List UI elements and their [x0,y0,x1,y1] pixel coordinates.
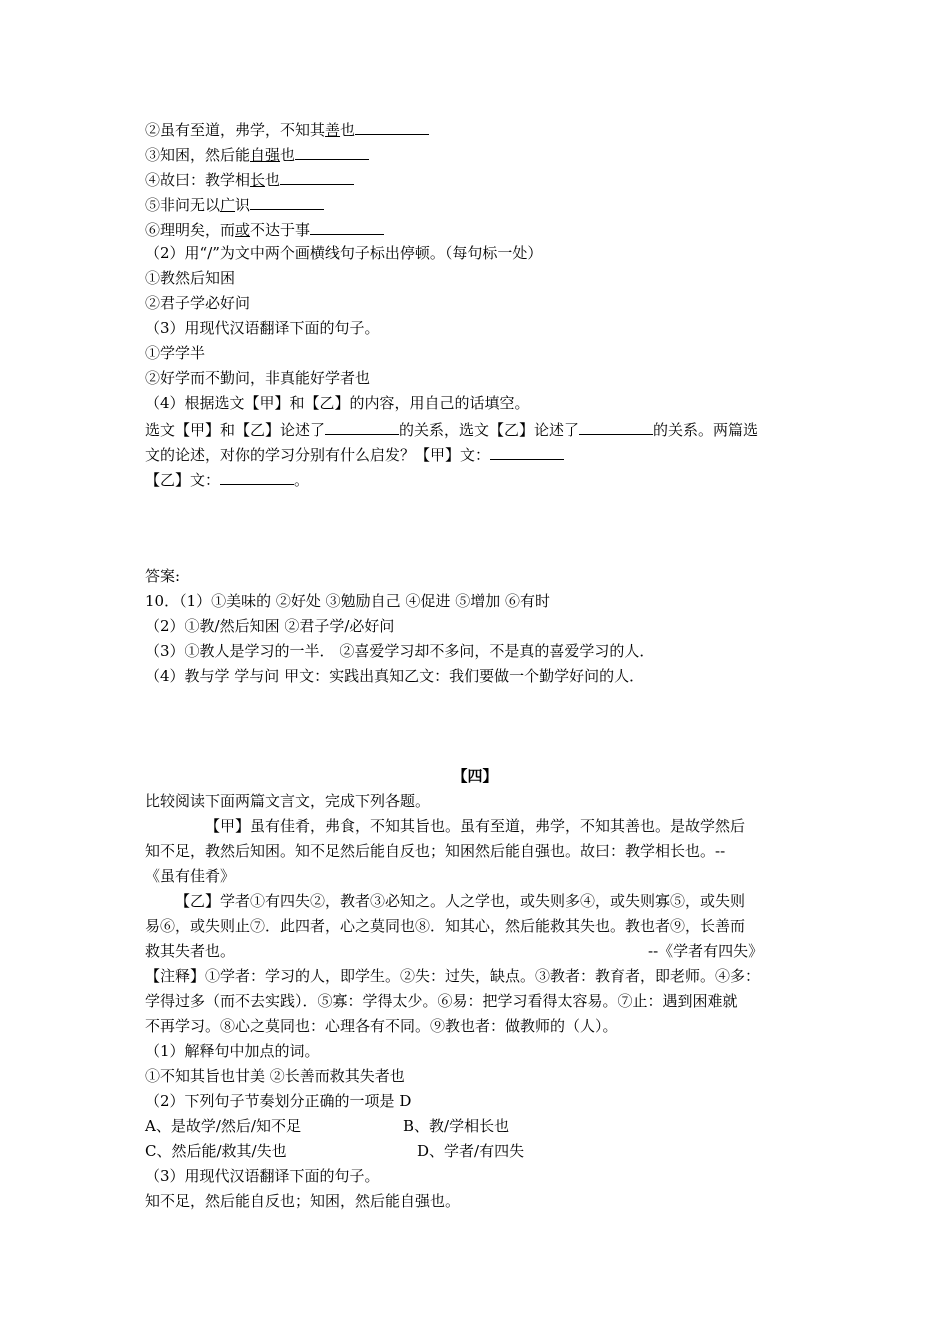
answer-2: （2）①教/然后知困 ②君子学/必好问 [145,617,395,635]
vocab-item-5: ⑤非问无以广识 [145,193,324,215]
answer-1: 10．（1）①美味的 ②好处 ③勉励自己 ④促进 ⑤增加 ⑥有时 [145,592,550,610]
vocab-item-6: ⑥理明矣，而或不达于事 [145,218,384,240]
answer-blank [310,218,384,235]
notes-line-3: 不再学习。⑧心之莫同也：心理各有不同。⑨教也者：做教师的（人）。 [145,1017,618,1035]
notes-line-1: 【注释】①学者：学习的人，即学生。②失：过失，缺点。③教者：教育者，即老师。④多： [145,967,761,985]
answer-blank [325,418,399,435]
passage-yi-line-1: 【乙】学者①有四失②，教者③必知之。人之学也，或失则多④，或失则寡⑤，或失则 [175,892,746,910]
passage-yi-line-3: 救其失者也。 [145,942,236,960]
answer-blank [295,143,369,160]
passage-jia-line-2: 知不足，教然后知困。知不足然后能自反也；知困然后能自强也。故曰：教学相长也。-- [145,842,726,860]
option-a: A、是故学/然后/知不足 [145,1117,301,1135]
question-2-a: ①教然后知困 [145,269,236,287]
answer-blank [490,443,564,460]
passage-yi-source: --《学者有四失》 [648,942,764,960]
question-4-line-1: 选文【甲】和【乙】论述了 的关系，选文【乙】论述了 的关系。两篇选 [145,418,758,440]
vocab-item-3: ③知困，然后能自强也 [145,143,369,165]
question-4-line-3: 【乙】文： 。 [145,468,309,490]
sub-question-2: （2）下列句子节奏划分正确的一项是 D [145,1092,412,1110]
option-b: B、教/学相长也 [403,1117,510,1135]
passage-jia-source: 《虽有佳肴》 [145,867,236,885]
vocab-item-4: ④故曰：教学相长也 [145,168,354,190]
question-4-line-2: 文的论述，对你的学习分别有什么启发？【甲】文： [145,443,564,465]
answer-blank [250,193,324,210]
question-2-b: ②君子学必好问 [145,294,251,312]
option-d: D、学者/有四失 [417,1142,525,1160]
passage-jia-line-1: 【甲】虽有佳肴，弗食，不知其旨也。虽有至道，弗学，不知其善也。是故学然后 [205,817,746,835]
answer-blank [220,468,294,485]
answer-3: （3）①教人是学习的一半． ②喜爱学习却不多问，不是真的喜爱学习的人． [145,642,655,660]
answer-blank [579,418,653,435]
option-c: C、然后能/救其/失也 [145,1142,287,1160]
sub-question-3-sentence: 知不足，然后能自反也；知困，然后能自强也。 [145,1192,461,1210]
question-3-a: ①学学半 [145,344,206,362]
sub-question-1-items: ①不知其旨也甘美 ②长善而救其失者也 [145,1067,405,1085]
question-4: （4）根据选文【甲】和【乙】的内容，用自己的话填空。 [145,394,530,412]
question-3-b: ②好学而不勤问，非真能好学者也 [145,369,371,387]
answer-4: （4）教与学 学与问 甲文：实践出真知乙文：我们要做一个勤学好问的人． [145,667,645,685]
answers-label: 答案: [145,567,181,585]
notes-line-2: 学得过多（而不去实践）．⑤寡：学得太少。⑥易：把学习看得太容易。⑦止：遇到困难就 [145,992,738,1010]
section-intro: 比较阅读下面两篇文言文，完成下列各题。 [145,792,431,810]
sub-question-1: （1）解释句中加点的词。 [145,1042,320,1060]
passage-yi-line-2: 易⑥，或失则止⑦．此四者，心之莫同也⑧．知其心，然后能救其失也。教也者⑨，长善而 [145,917,746,935]
section-title: 【四】 [452,767,498,785]
answer-blank [280,168,354,185]
sub-question-3: （3）用现代汉语翻译下面的句子。 [145,1167,380,1185]
vocab-item-2: ②虽有至道，弗学，不知其善也 [145,118,429,140]
question-3: （3）用现代汉语翻译下面的句子。 [145,319,380,337]
answer-blank [355,118,429,135]
question-2: （2）用“/”为文中两个画横线句子标出停顿。（每句标一处） [145,244,543,262]
